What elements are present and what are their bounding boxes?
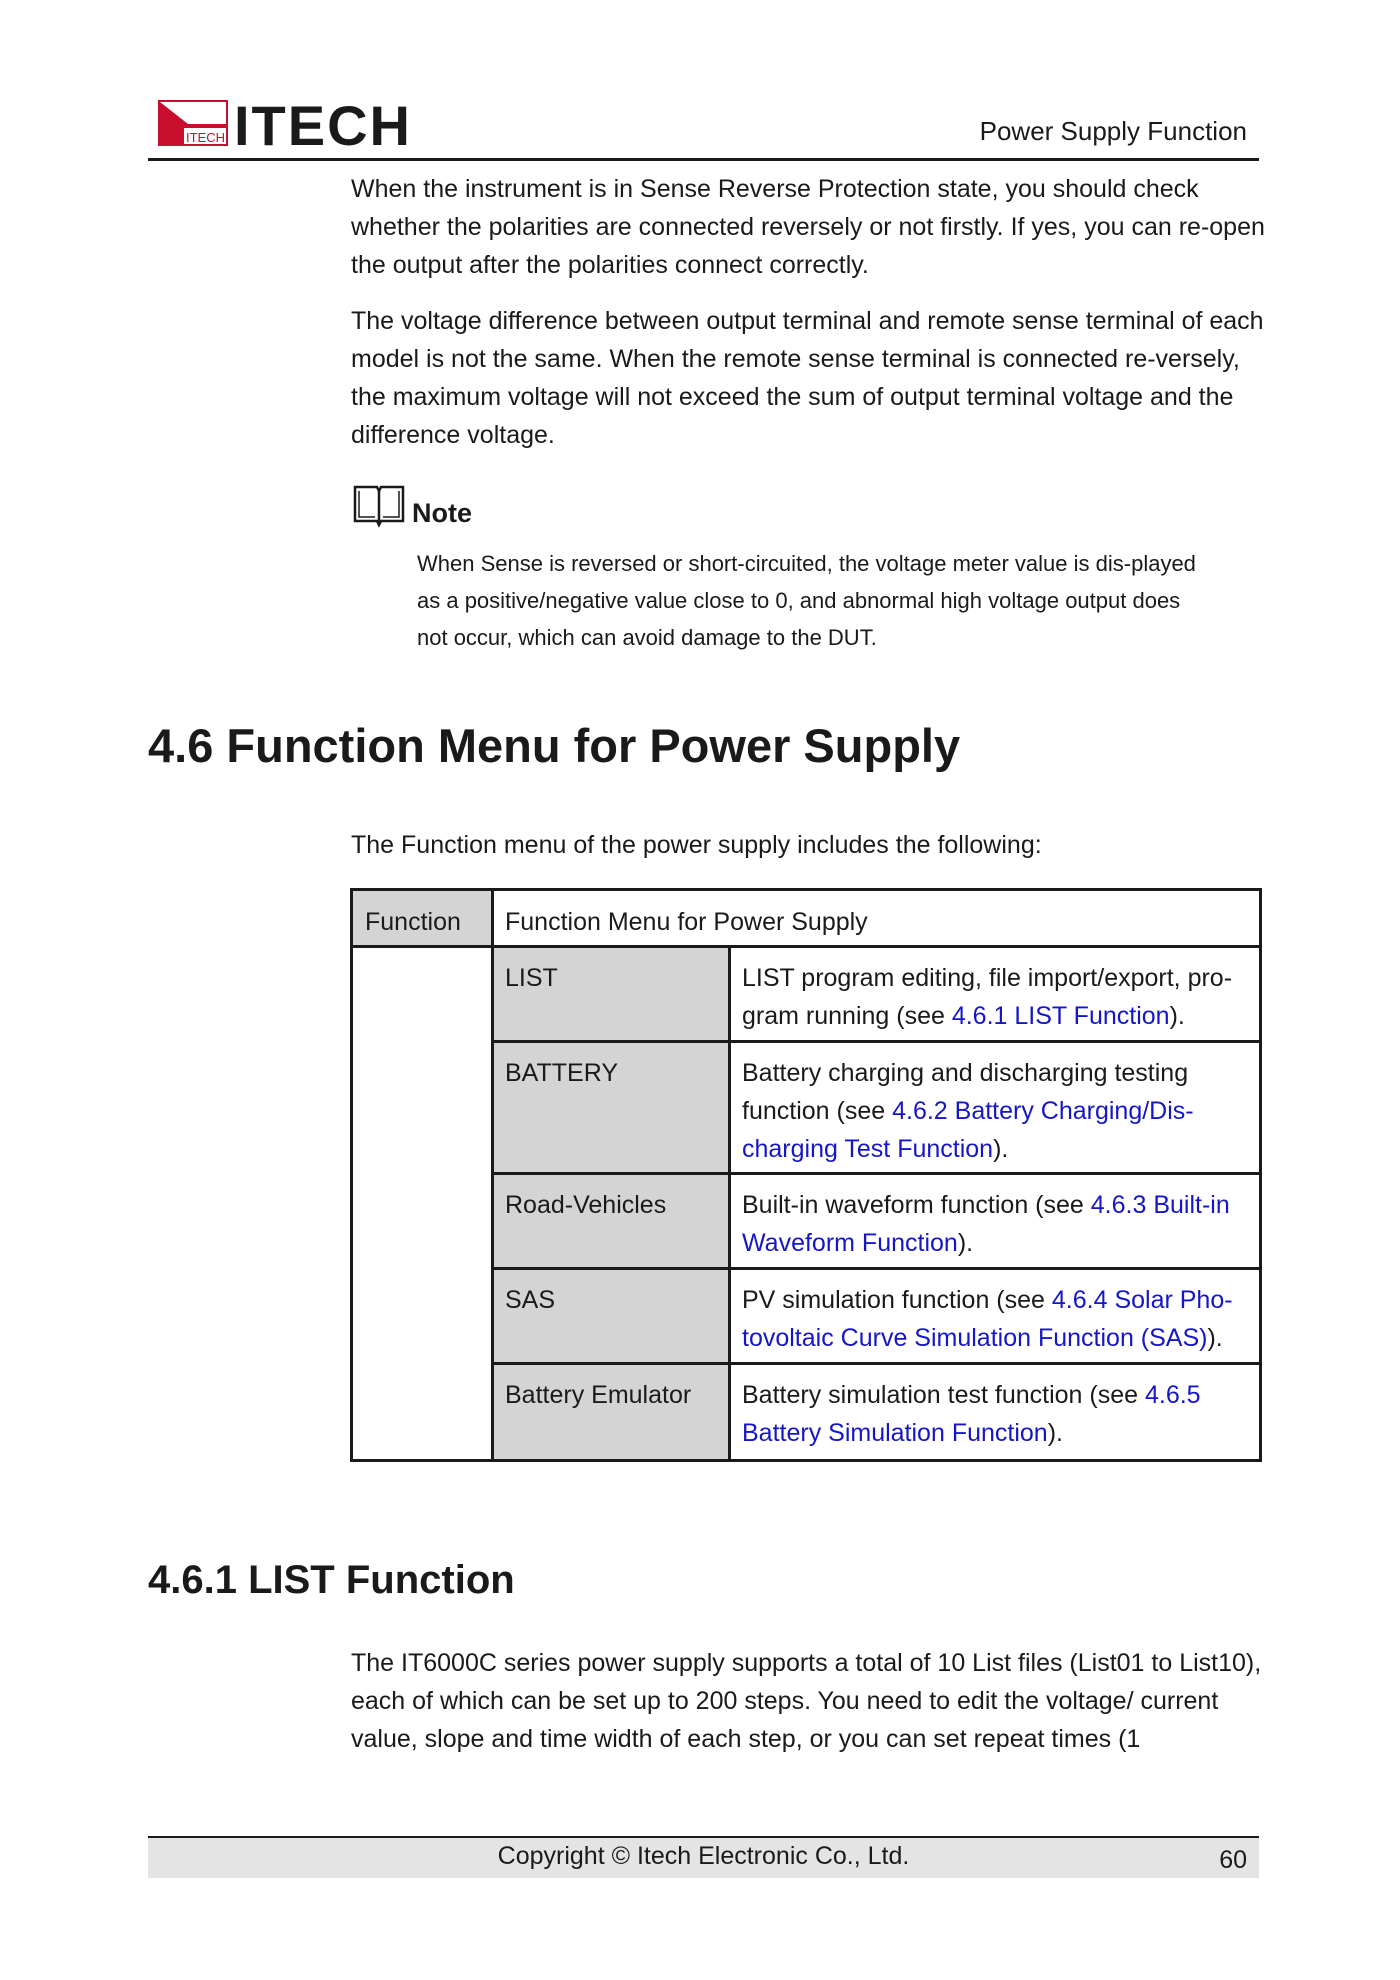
book-icon (351, 483, 407, 529)
function-menu-table (350, 888, 1262, 1462)
table-divider (493, 1040, 1259, 1043)
table-row-name: LIST (493, 947, 730, 1042)
paragraph-text: When the instrument is in Sense Reverse Protection state, you should check whether the polarities are connected reversely or not firstly. If yes, you can re-open the output after the polarities connect correctly. (351, 175, 1265, 279)
desc-text: PV simulation function (see (742, 1286, 1052, 1314)
page-number: 60 (1219, 1846, 1247, 1874)
logo-badge-text: ITECH (186, 130, 225, 145)
itech-logo-graphic (148, 98, 438, 148)
table-row-desc (730, 1174, 1259, 1269)
table-divider (353, 945, 1259, 948)
itech-logo (148, 98, 438, 148)
table-divider (728, 947, 731, 1459)
table-row-desc (730, 1269, 1259, 1364)
desc-text: LIST program editing, file import/export, pro-gram running (see (742, 964, 1233, 1030)
link-battery-simulation[interactable]: 4.6.5 Battery Simulation Function (742, 1381, 1201, 1447)
note-label: Note (412, 498, 472, 528)
paragraph-list-function (351, 1644, 1271, 1758)
link-list-function[interactable]: 4.6.1 LIST Function (951, 1002, 1170, 1030)
section-heading: 4.6 Function Menu for Power Supply (148, 719, 961, 772)
desc-text: Battery charging and discharging testing function (see (742, 1059, 1189, 1125)
note-body (417, 545, 1207, 656)
desc-text: Battery simulation test function (see (742, 1381, 1145, 1409)
table-divider (493, 1267, 1259, 1270)
page-header (148, 92, 1259, 161)
desc-text-end: ). (1047, 1419, 1063, 1447)
table-header-function: Function (353, 891, 493, 947)
desc-text-end: ). (957, 1229, 974, 1257)
table-row-name: Battery Emulator (493, 1364, 730, 1459)
table-row-name: Road-Vehicles (493, 1174, 730, 1269)
section-intro: The Function menu of the power supply includes the following: (351, 831, 1042, 859)
header-section-title: Power Supply Function (979, 116, 1247, 146)
table-header-menu: Function Menu for Power Supply (505, 908, 868, 936)
table-row-name: SAS (493, 1269, 730, 1364)
table-row-desc (730, 947, 1259, 1042)
link-battery-function[interactable]: 4.6.2 Battery Charging/Dis-charging Test Function (742, 1097, 1194, 1163)
paragraph-text: The IT6000C series power supply supports a total of 10 List files (List01 to List10), each of which can be set up to 200 steps. You need to edit the voltage/ current value, slope and time width of each step, or you can set repeat times (1 (351, 1649, 1262, 1753)
desc-text-end: ). (1207, 1324, 1223, 1352)
link-waveform-function[interactable]: 4.6.3 Built-in Waveform Function (742, 1191, 1230, 1257)
table-row-desc (730, 1042, 1259, 1174)
desc-text: Built-in waveform function (see (742, 1191, 1091, 1219)
table-divider (493, 1362, 1259, 1365)
link-sas-function[interactable]: 4.6.4 Solar Pho-tovoltaic Curve Simulation Function (SAS) (742, 1286, 1233, 1352)
paragraph-voltage-difference (351, 302, 1271, 454)
paragraph-text: The voltage difference between output terminal and remote sense terminal of each model is not the same. When the remote sense terminal is connected re-versely, the maximum voltage will not exceed the sum of output terminal voltage and the difference voltage. (351, 307, 1264, 449)
paragraph-sense-reverse (351, 170, 1271, 284)
subsection-heading: 4.6.1 LIST Function (148, 1558, 515, 1602)
table-divider (491, 891, 494, 1459)
logo-wordmark: ITECH (234, 98, 412, 148)
footer-copyright: Copyright © Itech Electronic Co., Ltd. (497, 1842, 910, 1870)
table-divider (493, 1172, 1259, 1175)
page-footer (148, 1836, 1259, 1878)
table-row-desc (730, 1364, 1259, 1459)
desc-text-end: ). (1169, 1002, 1185, 1030)
table-row-name: BATTERY (493, 1042, 730, 1174)
note-text: When Sense is reversed or short-circuited, the voltage meter value is dis-played as a positive/negative value close to 0, and abnormal high voltage output does not occur, which can avoid damage to the DUT. (417, 551, 1196, 650)
desc-text-end: ). (993, 1135, 1009, 1163)
